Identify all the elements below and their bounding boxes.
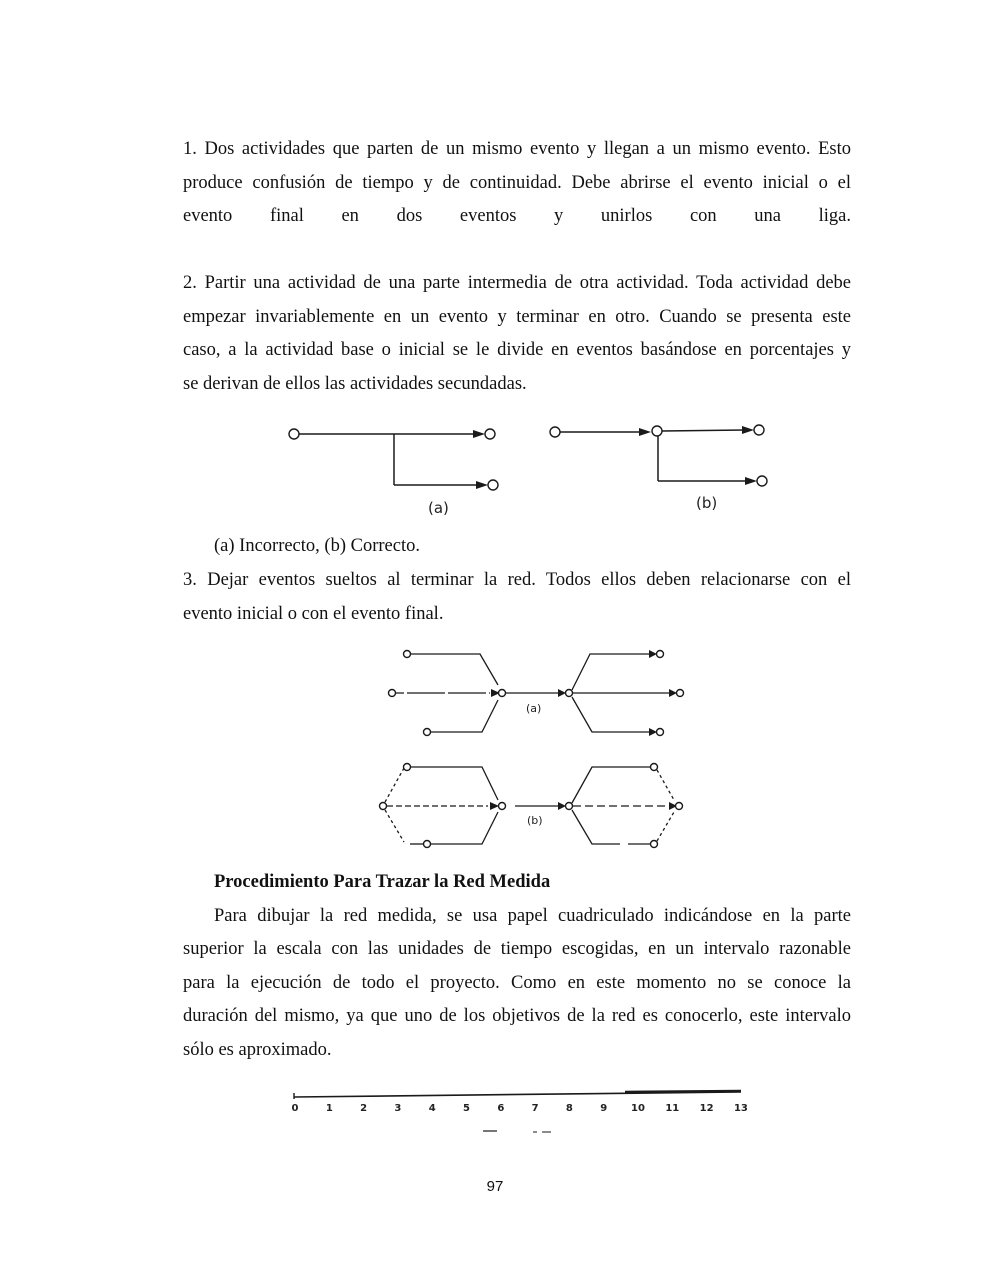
scale-tick-label: 7 [531, 1103, 539, 1114]
item-2-line: se derivan de ellos las actividades secundadas. [183, 373, 527, 394]
figure-2b-label: (b) [527, 814, 543, 827]
section-procedure [183, 866, 851, 1067]
section-heading: Procedimiento Para Trazar la Red Medida [214, 872, 551, 892]
scale-tick-label: 2 [360, 1103, 368, 1114]
item-1-line: produce confusión de tiempo y de continuidad. Debe abrirse el evento inicial o el [183, 172, 851, 193]
time-scale-figure [285, 1085, 755, 1137]
item-3-line: evento inicial o con el evento final. [183, 603, 444, 624]
scale-tick-label: 10 [631, 1103, 645, 1114]
scale-tick-label: 4 [428, 1103, 436, 1114]
figure-1a-incorrect [289, 429, 498, 517]
scale-tick-label: 3 [394, 1103, 402, 1114]
figure-1b-label: (b) [696, 494, 718, 512]
scale-tick-label: 8 [565, 1103, 573, 1114]
figure-1b-correct [550, 425, 767, 512]
item-2-line: caso, a la actividad base o inicial se le divide en eventos basándose en porcentajes y [183, 340, 851, 360]
figure-2b-connected-events [380, 764, 683, 848]
section-line: Para dibujar la red medida, se usa papel cuadriculado indicándose en la parte [214, 905, 851, 926]
item-2-line: 2. Partir una actividad de una parte intermedia de otra actividad. Toda actividad debe [183, 273, 851, 293]
section-line: sólo es aproximado. [183, 1039, 332, 1060]
figure-1-caption-block [183, 530, 851, 564]
item-1-paragraph [183, 133, 851, 234]
item-1-line: evento final en dos eventos y unirlos con una liga. [183, 206, 851, 226]
figure-1-caption: (a) Incorrecto, (b) Correcto. [214, 536, 420, 556]
section-line: duración del mismo, ya que uno de los objetivos de la red es conocerlo, este intervalo [183, 1006, 851, 1026]
figure-2a-loose-events [389, 650, 684, 736]
scale-tick-label: 11 [665, 1103, 680, 1114]
figure-activity-split [280, 415, 780, 525]
item-2-line: empezar invariablemente en un evento y terminar en otro. Cuando se presenta este [183, 306, 851, 327]
scale-tick-label: 0 [291, 1103, 299, 1114]
item-3-paragraph [183, 564, 851, 631]
item-2-paragraph [183, 267, 851, 401]
section-line: para la ejecución de todo el proyecto. Como en este momento no se conoce la [183, 972, 851, 993]
scale-tick-label: 13 [733, 1103, 748, 1114]
page-number: 97 [486, 1178, 504, 1195]
figure-loose-events [370, 640, 700, 860]
time-scale-ticks [292, 1103, 748, 1114]
scale-tick-label: 1 [325, 1103, 333, 1114]
scale-tick-label: 9 [600, 1103, 608, 1114]
item-1-line: 1. Dos actividades que parten de un mismo evento y llegan a un mismo evento. Esto [183, 139, 851, 159]
section-line: superior la escala con las unidades de tiempo escogidas, en un intervalo razonable [183, 939, 851, 959]
scale-tick-label: 12 [699, 1103, 714, 1114]
scale-tick-label: 6 [497, 1103, 505, 1114]
item-3-line: 3. Dejar eventos sueltos al terminar la red. Todos ellos deben relacionarse con el [183, 570, 851, 590]
figure-2a-label: (a) [526, 702, 542, 715]
figure-1a-label: (a) [428, 499, 449, 517]
scale-tick-label: 5 [463, 1103, 470, 1114]
